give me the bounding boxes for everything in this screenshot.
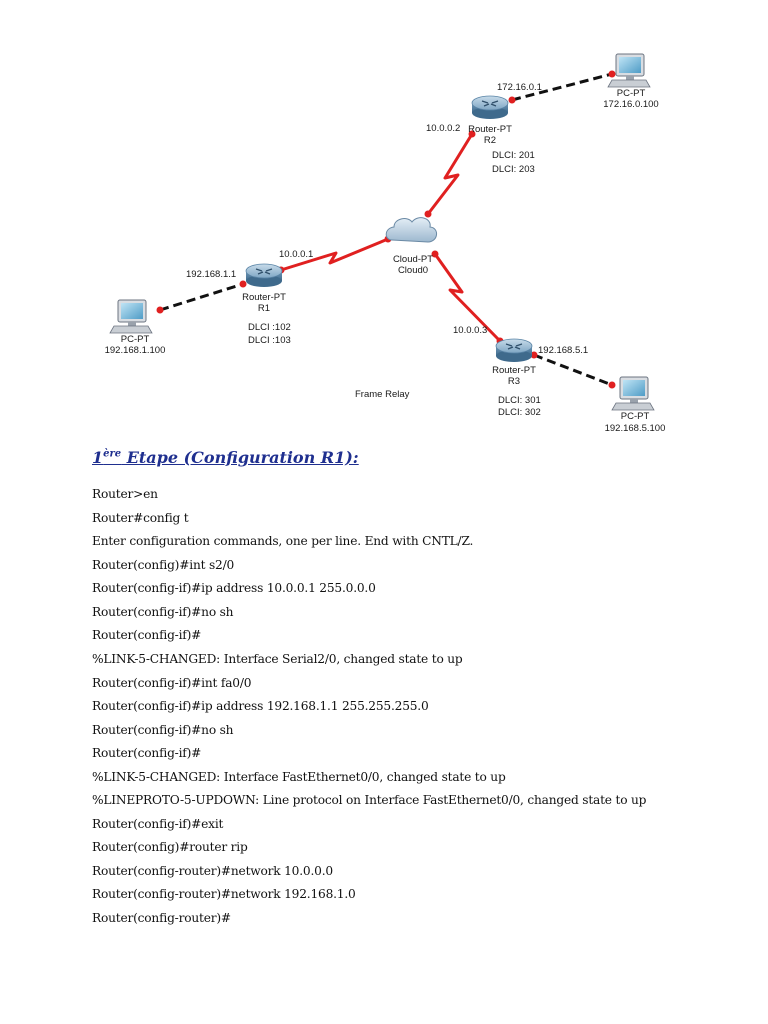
cli-line: Router(config-if)#ip address 192.168.1.1 255.255.255.0 <box>92 699 429 713</box>
r1-wan-ip-label: 10.0.0.1 <box>279 249 314 260</box>
r2-lan-ip-label: 172.16.0.1 <box>497 82 542 93</box>
r1-dlci-label: DLCI :102 <box>248 322 291 333</box>
r1-name-label: R1 <box>257 303 271 314</box>
r3-name-label: R3 <box>507 376 521 387</box>
r2-type-label: Router-PT <box>468 124 512 135</box>
pc1-ip-label: 192.168.1.100 <box>104 345 166 356</box>
port-dots <box>157 71 616 389</box>
router-r2-icon[interactable] <box>472 96 508 119</box>
r1-type-label: Router-PT <box>242 292 286 303</box>
cli-line: Router(config-router)#network 192.168.1.0 <box>92 887 356 901</box>
cli-line: Router(config)#int s2/0 <box>92 558 235 572</box>
step-title: Etape (Configuration R1): <box>121 448 359 467</box>
cli-line: %LINEPROTO-5-UPDOWN: Line protocol on Interface FastEthernet0/0, changed state to up <box>92 793 647 807</box>
ethernet-link-r3-pc <box>534 355 612 385</box>
r3-dlci-label: DLCI: 301 <box>498 395 541 406</box>
cli-line: Router(config)#router rip <box>92 840 248 854</box>
pc2-type-label: PC-PT <box>616 88 646 99</box>
pc-r1-lan-icon[interactable] <box>110 300 152 333</box>
frame-relay-cloud-icon[interactable] <box>386 218 436 242</box>
cloud-name-label: Cloud0 <box>397 265 429 276</box>
r1-dlci-label: DLCI :103 <box>248 335 291 346</box>
cli-line: Router#config t <box>92 511 189 525</box>
step-ordinal: 1 <box>92 448 104 467</box>
r2-name-label: R2 <box>483 135 497 146</box>
cli-line: Router>en <box>92 487 158 501</box>
r2-dlci-label: DLCI: 203 <box>492 164 535 175</box>
router-r1-icon[interactable] <box>246 264 282 287</box>
r2-dlci-label: DLCI: 201 <box>492 150 535 161</box>
pc-r2-lan-icon[interactable] <box>608 54 650 87</box>
cli-line: Router(config-if)# <box>92 746 202 760</box>
cli-line: %LINK-5-CHANGED: Interface Serial2/0, changed state to up <box>92 652 463 666</box>
cli-line: %LINK-5-CHANGED: Interface FastEthernet0/0, changed state to up <box>92 770 506 784</box>
r3-type-label: Router-PT <box>492 365 536 376</box>
pc2-ip-label: 172.16.0.100 <box>603 99 659 110</box>
cli-line: Router(config-if)#no sh <box>92 723 234 737</box>
cli-line: Router(config-if)#ip address 10.0.0.1 255.0.0.0 <box>92 581 376 595</box>
cli-line: Router(config-if)#no sh <box>92 605 234 619</box>
r3-lan-ip-label: 192.168.5.1 <box>538 345 589 356</box>
cli-line: Router(config-router)# <box>92 911 231 925</box>
cli-line: Router(config-if)#int fa0/0 <box>92 676 252 690</box>
r1-lan-ip-label: 192.168.1.1 <box>186 269 237 280</box>
r3-dlci-label: DLCI: 302 <box>498 407 541 418</box>
router-r3-icon[interactable] <box>496 339 532 362</box>
pc3-ip-label: 192.168.5.100 <box>604 423 666 434</box>
cli-line: Enter configuration commands, one per line. End with CNTL/Z. <box>92 534 474 548</box>
serial-link-r2-cloud <box>428 134 472 214</box>
pc1-type-label: PC-PT <box>120 334 150 345</box>
step-ordinal-suffix: ère <box>103 448 122 460</box>
pc-r3-lan-icon[interactable] <box>612 377 654 410</box>
cloud-type-label: Cloud-PT <box>392 254 434 265</box>
cli-line: Router(config-if)#exit <box>92 817 224 831</box>
step-heading <box>92 448 359 467</box>
network-topology-diagram <box>0 0 768 445</box>
diagram-caption: Frame Relay <box>355 389 410 400</box>
cli-line: Router(config-if)# <box>92 628 202 642</box>
r3-wan-ip-label: 10.0.0.3 <box>453 325 488 336</box>
ethernet-link-r1-pc <box>160 284 243 310</box>
pc3-type-label: PC-PT <box>620 411 650 422</box>
r2-wan-ip-label: 10.0.0.2 <box>426 123 461 134</box>
cli-line: Router(config-router)#network 10.0.0.0 <box>92 864 333 878</box>
